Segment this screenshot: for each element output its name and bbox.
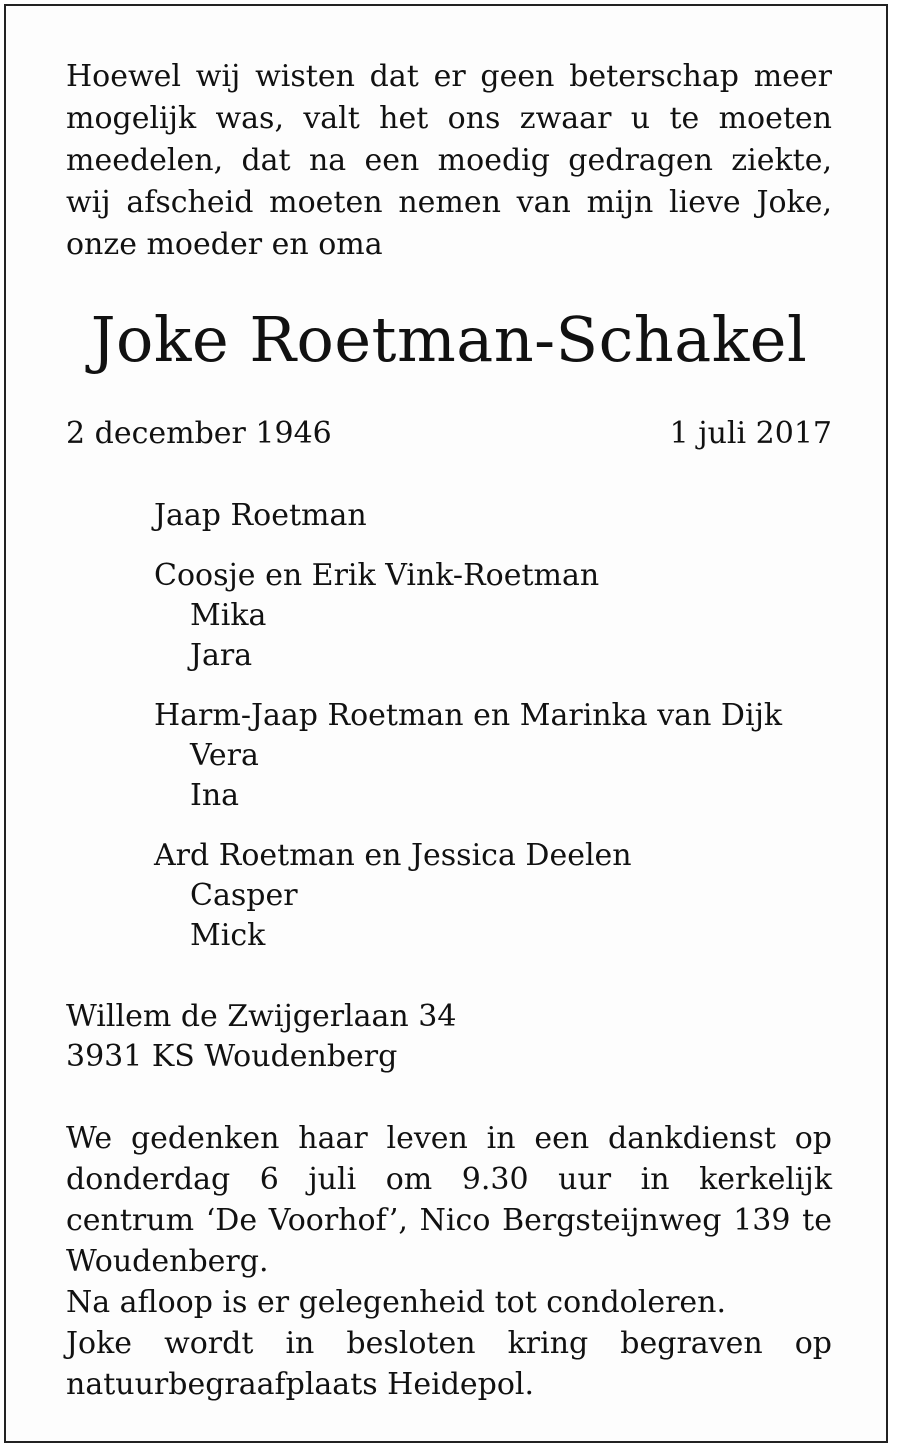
family-group <box>154 696 844 816</box>
family-group <box>154 556 844 676</box>
grandchild-name: Ina <box>190 778 240 813</box>
family-parents: Ard Roetman en Jessica Deelen <box>154 838 632 873</box>
service-line: We gedenken haar leven in een dankdienst op <box>66 1121 832 1156</box>
death-date: 1 juli 2017 <box>669 416 832 451</box>
service-line: donderdag 6 juli om 9.30 uur in kerkelijk <box>66 1162 832 1197</box>
intro-line: wij afscheid moeten nemen van mijn lieve Joke, <box>66 185 832 220</box>
service-line: centrum ‘De Voorhof’, Nico Bergsteijnweg 139 te <box>66 1203 832 1238</box>
service-line: Na afloop is er gelegenheid tot condoleren. <box>66 1285 727 1320</box>
grandchild-name: Casper <box>190 878 298 913</box>
intro-line: mogelijk was, valt het ons zwaar u te moeten <box>66 101 832 136</box>
grandchild-name: Vera <box>190 738 259 773</box>
service-info <box>66 1118 832 1405</box>
birth-date: 2 december 1946 <box>66 416 332 451</box>
family-parents: Harm-Jaap Roetman en Marinka van Dijk <box>154 698 783 733</box>
address-street: Willem de Zwijgerlaan 34 <box>66 999 457 1034</box>
service-line: natuurbegraafplaats Heidepol. <box>66 1367 535 1402</box>
intro-text <box>66 56 832 266</box>
address-block <box>66 997 832 1077</box>
deceased-name: Joke Roetman-Schakel <box>90 303 808 376</box>
intro-line: onze moeder en oma <box>66 227 383 262</box>
service-line: Woudenberg. <box>66 1244 269 1279</box>
family-group <box>154 836 844 956</box>
service-line: Joke wordt in besloten kring begraven op <box>66 1326 832 1361</box>
intro-line: Hoewel wij wisten dat er geen beterschap meer <box>66 59 832 94</box>
family-group-spouse <box>154 496 844 536</box>
family-list <box>154 496 844 976</box>
spouse-name: Jaap Roetman <box>154 498 367 533</box>
address-city: 3931 KS Woudenberg <box>66 1039 398 1074</box>
intro-line: meedelen, dat na een moedig gedragen ziekte, <box>66 143 832 178</box>
grandchild-name: Jara <box>190 638 253 673</box>
grandchild-name: Mika <box>190 598 267 633</box>
grandchild-name: Mick <box>190 918 266 953</box>
family-parents: Coosje en Erik Vink-Roetman <box>154 558 600 593</box>
